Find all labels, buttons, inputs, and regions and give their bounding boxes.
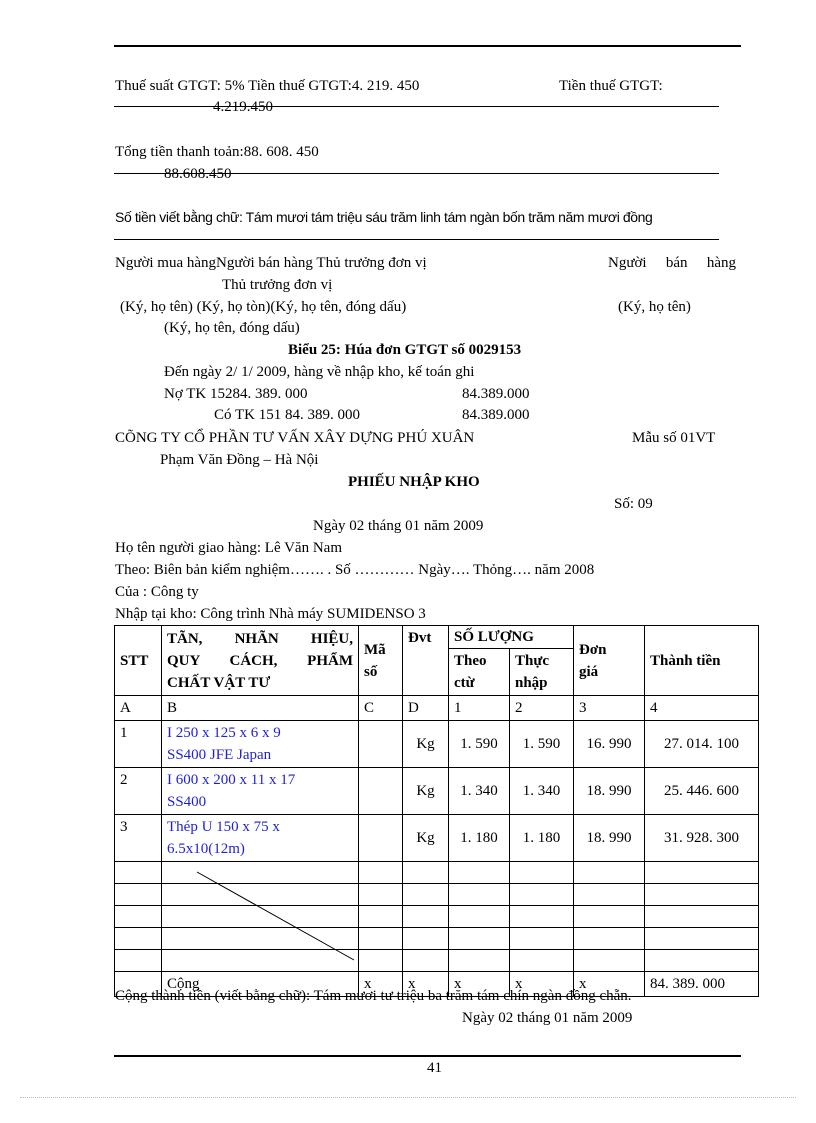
- receipt-number: Số: 09: [614, 496, 653, 512]
- vat-rate-line: Thuế suất GTGT: 5% Tiền thuế GTGT:4. 219. 450: [115, 78, 420, 94]
- row-code: [359, 721, 403, 768]
- table-row: [115, 768, 759, 815]
- empty-row: [115, 950, 759, 972]
- per-document: Theo: Biên bản kiểm nghiệm……. . Số ………… Ngày…. Thỏng…. năm 2008: [115, 562, 595, 578]
- row-item-name: Thép U 150 x 75 x 6.5x10(12m): [162, 815, 359, 862]
- debit-entry: Nợ TK 15284. 389. 000: [164, 386, 308, 402]
- header-name: TÃN, NHÃN HIỆU, QUY CÁCH, PHẨM CHẤT VẬT TƯ: [162, 626, 359, 696]
- letter-cell: 2: [510, 696, 574, 721]
- vat-struck-value: 4.219.450: [213, 99, 273, 115]
- receipt-date: Ngày 02 tháng 01 năm 2009: [313, 518, 484, 534]
- signature-row-2: Thủ trưởng đơn vị: [222, 277, 333, 293]
- debit-amount: 84.389.000: [462, 386, 530, 402]
- header-unit: Đvt: [403, 626, 449, 696]
- credit-entry: Có TK 151 84. 389. 000: [214, 407, 360, 423]
- letter-cell: 1: [449, 696, 510, 721]
- row-qty-doc: 1. 590: [449, 721, 510, 768]
- footer-date: Ngày 02 tháng 01 năm 2009: [462, 1010, 633, 1026]
- total-struck-value: 88.608.450: [164, 166, 232, 182]
- empty-row: [115, 862, 759, 884]
- header-qty-real: Thực nhập: [510, 649, 574, 696]
- header-stt: STT: [115, 626, 162, 696]
- page-number: 41: [427, 1060, 442, 1076]
- row-stt: 3: [115, 815, 162, 862]
- signature-row-4: (Ký, họ tên, đóng dấu): [164, 320, 300, 336]
- row-amount: 25. 446. 600: [645, 768, 759, 815]
- header-qty-doc: Theo ctừ: [449, 649, 510, 696]
- total-qty-doc: x: [449, 972, 510, 997]
- row-stt: 1: [115, 721, 162, 768]
- receipt-amount-words: Cộng thành tiền (viết bằng chữ): Tám mươi tư triệu ba trăm tám chín ngàn đồng chẵn.: [115, 988, 632, 1004]
- supplier: Của : Công ty: [115, 584, 199, 600]
- amount-in-words: Số tiền viết bằng chữ: Tám mươi tám triệu sáu trăm linh tám ngàn bốn trăm năm mươi đồng: [115, 209, 653, 225]
- row-qty-real: 1. 590: [510, 721, 574, 768]
- letter-cell: 3: [574, 696, 645, 721]
- empty-row: [115, 928, 759, 950]
- total-payment-line: Tổng tiền thanh toản:88. 608. 450: [115, 144, 319, 160]
- accounting-note: Đến ngày 2/ 1/ 2009, hàng về nhập kho, kế toán ghi: [164, 364, 475, 380]
- row-unit: Kg: [403, 768, 449, 815]
- letter-cell: D: [403, 696, 449, 721]
- empty-row: [115, 884, 759, 906]
- invoice-caption: Biểu 25: Húa đơn GTGT số 0029153: [288, 342, 522, 358]
- letter-cell: C: [359, 696, 403, 721]
- page-edge: [20, 1097, 796, 1098]
- header-rule: [114, 45, 741, 47]
- credit-amount: 84.389.000: [462, 407, 530, 423]
- vat-rule: [114, 106, 719, 107]
- form-number: Mẫu số 01VT: [632, 430, 716, 446]
- row-code: [359, 768, 403, 815]
- signature-row-3-right: (Ký, họ tên): [618, 299, 691, 315]
- row-amount: 27. 014. 100: [645, 721, 759, 768]
- row-unit: Kg: [403, 721, 449, 768]
- signature-row-1-left: Người mua hàngNgười bán hàng Thủ trưởng đơn vị: [115, 255, 427, 271]
- empty-row: [115, 906, 759, 928]
- row-item-name: I 250 x 125 x 6 x 9 SS400 JFE Japan: [162, 721, 359, 768]
- deliverer-name: Họ tên người giao hàng: Lê Văn Nam: [115, 540, 342, 556]
- row-item-name: I 600 x 200 x 11 x 17 SS400: [162, 768, 359, 815]
- total-amount: 84. 389. 000: [645, 972, 759, 997]
- company-name: CÕNG TY CỔ PHẦN TƯ VẤN XÂY DỰNG PHÚ XUÂN: [115, 430, 475, 446]
- footer-rule: [114, 1055, 741, 1057]
- warehouse: Nhập tại kho: Công trình Nhà máy SUMIDENSO 3: [115, 606, 426, 622]
- total-qty-real: x: [510, 972, 574, 997]
- total-price: x: [574, 972, 645, 997]
- letter-cell: 4: [645, 696, 759, 721]
- amount-words-rule: [114, 239, 719, 240]
- vat-right-label: Tiền thuế GTGT:: [559, 78, 663, 94]
- letter-cell: A: [115, 696, 162, 721]
- company-address: Phạm Văn Đồng – Hà Nội: [160, 452, 319, 468]
- receipt-title: PHIẾU NHẬP KHO: [348, 474, 480, 490]
- table-row: [115, 815, 759, 862]
- table-row: [115, 721, 759, 768]
- row-qty-doc: 1. 340: [449, 768, 510, 815]
- row-qty-real: 1. 340: [510, 768, 574, 815]
- row-qty-doc: 1. 180: [449, 815, 510, 862]
- row-amount: 31. 928. 300: [645, 815, 759, 862]
- header-code: Mã số: [359, 626, 403, 696]
- header-unit-price: Đơn giá: [574, 626, 645, 696]
- row-unit-price: 18. 990: [574, 768, 645, 815]
- row-unit-price: 16. 990: [574, 721, 645, 768]
- letter-cell: B: [162, 696, 359, 721]
- row-unit-price: 18. 990: [574, 815, 645, 862]
- header-amount: Thành tiền: [645, 626, 759, 696]
- total-code: x: [359, 972, 403, 997]
- row-qty-real: 1. 180: [510, 815, 574, 862]
- row-stt: 2: [115, 768, 162, 815]
- total-unit: x: [403, 972, 449, 997]
- row-unit: Kg: [403, 815, 449, 862]
- signature-row-3-left: (Ký, họ tên) (Ký, họ tòn)(Ký, họ tên, đóng dấu): [120, 299, 407, 315]
- row-code: [359, 815, 403, 862]
- signature-row-1-right: Người bán hàng: [608, 255, 736, 271]
- receipt-table: [114, 625, 759, 997]
- header-quantity: SỐ LƯỢNG: [449, 626, 574, 649]
- letter-row: [115, 696, 759, 721]
- total-label: Cộng: [162, 972, 359, 997]
